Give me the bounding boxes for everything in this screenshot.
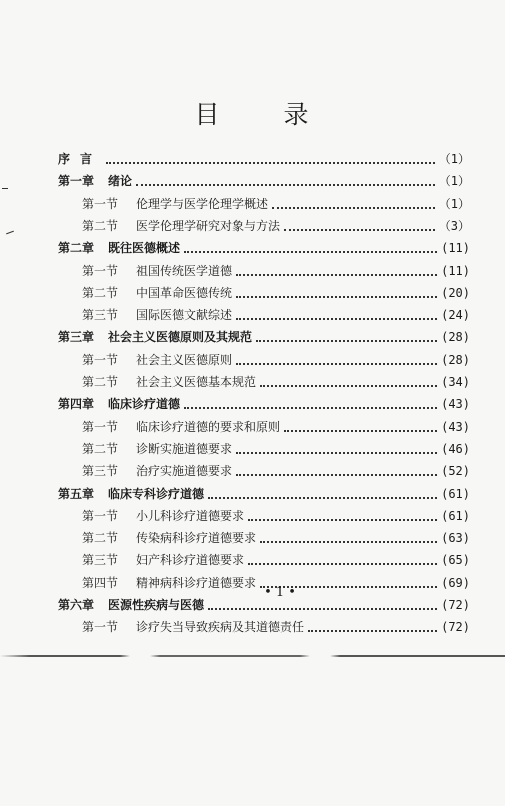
toc-section-row (0, 527, 505, 549)
page-ref: (72) (441, 598, 470, 612)
section-title: 临床诊疗道德的要求和原则 (136, 419, 281, 434)
section-number: 第二节 (82, 285, 119, 300)
toc-chapter-row (0, 326, 505, 348)
toc-section-row (0, 438, 505, 460)
page-ref: (24) (441, 308, 470, 323)
dot-leader (260, 541, 437, 543)
dot-leader (236, 474, 437, 476)
dot-leader (260, 385, 437, 387)
page-ref: （1） (438, 174, 470, 189)
toc-section-row (0, 460, 505, 482)
page-ref: (11) (441, 263, 470, 278)
chapter-title: 医源性疾病与医德 (108, 598, 205, 612)
dot-leader (248, 563, 437, 565)
section-title: 治疗实施道德要求 (136, 464, 233, 479)
section-number: 第四节 (82, 575, 119, 590)
dot-leader (256, 340, 437, 342)
page-ref: (46) (441, 441, 470, 456)
page-ref: （1） (438, 152, 470, 166)
chapter-title: 社会主义医德原则及其规范 (108, 330, 253, 345)
toc-section-row (0, 616, 505, 638)
toc-section-row (0, 304, 505, 326)
dot-leader (184, 251, 437, 253)
section-number: 第三节 (82, 464, 119, 479)
dot-leader (308, 630, 437, 632)
section-title: 医学伦理学研究对象与方法 (136, 218, 281, 233)
dot-leader (136, 184, 435, 186)
section-number: 第一节 (82, 419, 119, 434)
title-char-1: 目 (194, 100, 222, 129)
dot-leader (236, 296, 437, 298)
chapter-title: 绪论 (108, 174, 133, 189)
page-ref: (69) (441, 575, 470, 590)
section-title: 中国革命医德传统 (136, 285, 233, 300)
toc-section-row (0, 282, 505, 304)
toc-section-row (0, 371, 505, 393)
section-number: 第二节 (82, 375, 119, 389)
page-ref: (61) (441, 508, 470, 523)
chapter-number: 第五章 (58, 486, 95, 501)
dot-leader (236, 363, 437, 365)
dot-leader (208, 608, 437, 610)
section-number: 第一节 (82, 508, 119, 523)
dot-leader (236, 318, 437, 320)
section-title: 小儿科诊疗道德要求 (136, 508, 245, 523)
bottom-rule (0, 655, 505, 657)
section-title: 社会主义医德基本规范 (136, 375, 257, 389)
section-number: 第二节 (82, 531, 119, 546)
toc-section-row (0, 349, 505, 371)
section-number: 第三节 (82, 553, 119, 568)
toc-chapter-row (0, 148, 505, 170)
dot-leader (208, 497, 437, 499)
page-ref: (20) (441, 285, 470, 300)
dot-leader (284, 430, 437, 432)
dot-leader (236, 274, 437, 276)
page-ref: (28) (441, 352, 470, 367)
section-number: 第二节 (82, 218, 119, 233)
section-title: 国际医德文献综述 (136, 308, 233, 323)
dot-leader (236, 452, 437, 454)
section-number: 第一节 (82, 352, 119, 367)
toc-section-row (0, 193, 505, 215)
margin-mark (2, 188, 8, 189)
section-title: 妇产科诊疗道德要求 (136, 553, 245, 568)
page-title (0, 95, 505, 131)
page-ref: （3） (438, 218, 470, 233)
section-title: 诊疗失当导致疾病及其道德责任 (136, 620, 305, 635)
page-number: • 1 • (264, 585, 296, 600)
section-title: 祖国传统医学道德 (136, 263, 233, 278)
section-title: 伦理学与医学伦理学概述 (136, 196, 269, 211)
page-ref: (43) (441, 419, 470, 434)
chapter-number: 第六章 (58, 598, 95, 612)
chapter-number: 第四章 (58, 397, 95, 412)
section-number: 第三节 (82, 308, 119, 323)
chapter-title: 临床专科诊疗道德 (108, 486, 205, 501)
dot-leader (284, 229, 435, 231)
section-number: 第一节 (82, 620, 119, 635)
chapter-number: 第一章 (58, 174, 95, 189)
title-char-2: 录 (283, 100, 311, 129)
toc-section-row (0, 215, 505, 237)
toc-chapter-row (0, 483, 505, 505)
page-ref: (63) (441, 531, 470, 546)
toc-section-row (0, 260, 505, 282)
chapter-title: 临床诊疗道德 (108, 397, 181, 412)
section-title: 精神病科诊疗道德要求 (136, 575, 257, 590)
chapter-number: 第二章 (58, 241, 95, 256)
page-ref: (28) (441, 330, 470, 345)
toc-chapter-row (0, 237, 505, 259)
chapter-title: 既往医德概述 (108, 241, 181, 256)
page-ref: (72) (441, 620, 470, 635)
section-number: 第一节 (82, 263, 119, 278)
page-ref: (61) (441, 486, 470, 501)
section-number: 第二节 (82, 441, 119, 456)
dot-leader (272, 207, 435, 209)
section-title: 传染病科诊疗道德要求 (136, 531, 257, 546)
page-ref: (52) (441, 464, 470, 479)
toc-section-row (0, 416, 505, 438)
page-ref: (43) (441, 397, 470, 412)
dot-leader (184, 407, 437, 409)
section-title: 社会主义医德原则 (136, 352, 233, 367)
page-ref: (34) (441, 375, 470, 389)
dot-leader (106, 162, 435, 164)
section-number: 第一节 (82, 196, 119, 211)
chapter-title: 序言 (58, 152, 103, 166)
toc-chapter-row (0, 393, 505, 415)
page-ref: （1） (438, 196, 470, 211)
toc-chapter-row (0, 170, 505, 192)
chapter-number: 第三章 (58, 330, 95, 345)
page-ref: (11) (441, 241, 470, 256)
toc-section-row (0, 549, 505, 571)
section-title: 诊断实施道德要求 (136, 441, 233, 456)
page-ref: (65) (441, 553, 470, 568)
toc-section-row (0, 505, 505, 527)
dot-leader (248, 519, 437, 521)
